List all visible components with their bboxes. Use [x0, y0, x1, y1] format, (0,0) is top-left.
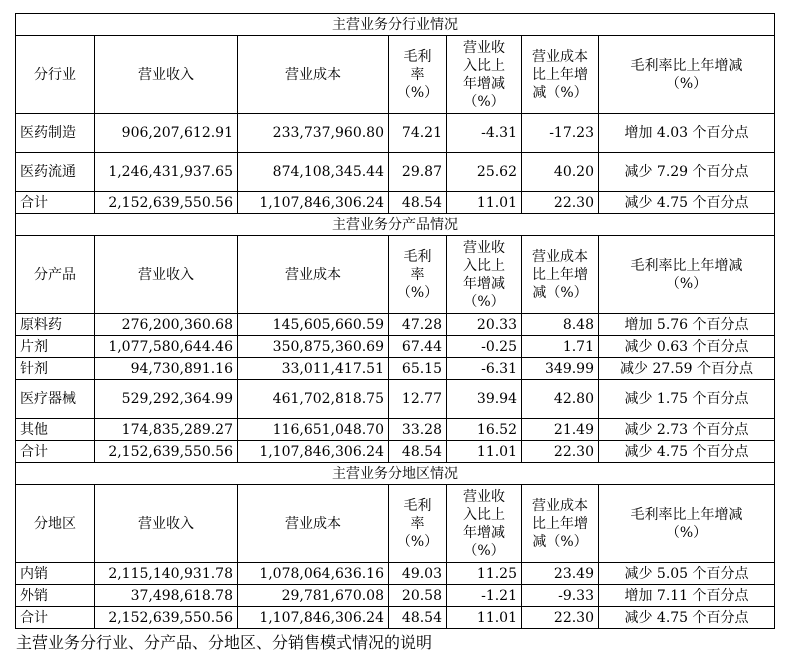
- header-dimension: 分产品: [16, 236, 95, 314]
- header-line: （%）: [463, 293, 505, 310]
- table-row: [16, 607, 775, 629]
- header-revenue-change-text: [463, 39, 505, 111]
- cost-change-cell: 22.30: [522, 441, 599, 463]
- margin-change-cell: 增加 7.11 个百分点: [599, 585, 775, 607]
- revenue-change-cell: 11.25: [447, 563, 522, 585]
- row-label: 合计: [16, 607, 95, 629]
- header-line: 入比上: [463, 506, 505, 523]
- cost-change-cell: 22.30: [522, 192, 599, 214]
- section-title-row: [16, 214, 775, 236]
- header-line: 率: [410, 266, 425, 283]
- section-title: 主营业务分产品情况: [16, 214, 775, 236]
- header-line: 营业收: [463, 239, 505, 256]
- header-cost-change-text: [532, 248, 588, 302]
- header-cost-change: [522, 36, 599, 114]
- margin-cell: 47.28: [389, 314, 447, 336]
- margin-cell: 29.87: [389, 153, 447, 192]
- revenue-cell: 174,835,289.27: [95, 419, 238, 441]
- margin-change-cell: 增加 4.03 个百分点: [599, 114, 775, 153]
- header-cost: 营业成本: [238, 236, 389, 314]
- header-cost: 营业成本: [238, 485, 389, 563]
- header-line: 毛利率比上年增减: [630, 506, 743, 523]
- header-dimension: 分地区: [16, 485, 95, 563]
- header-revenue: 营业收入: [95, 36, 238, 114]
- header-dimension: 分行业: [16, 36, 95, 114]
- header-cost-change-text: [532, 497, 588, 551]
- header-line: 营业成本: [532, 497, 588, 514]
- header-margin-change: [599, 236, 775, 314]
- revenue-cell: 94,730,891.16: [95, 358, 238, 380]
- row-label: 原料药: [16, 314, 95, 336]
- header-margin: [389, 485, 447, 563]
- revenue-change-cell: 16.52: [447, 419, 522, 441]
- cost-change-cell: 40.20: [522, 153, 599, 192]
- cost-change-cell: -9.33: [522, 585, 599, 607]
- row-label: 外销: [16, 585, 95, 607]
- revenue-cell: 906,207,612.91: [95, 114, 238, 153]
- row-label: 其他: [16, 419, 95, 441]
- cost-cell: 33,011,417.51: [238, 358, 389, 380]
- header-cost-change-text: [532, 48, 588, 102]
- revenue-change-cell: -4.31: [447, 114, 522, 153]
- cost-cell: 29,781,670.08: [238, 585, 389, 607]
- cost-cell: 116,651,048.70: [238, 419, 389, 441]
- header-line: （%）: [463, 93, 505, 110]
- margin-cell: 67.44: [389, 336, 447, 358]
- header-line: 入比上: [463, 57, 505, 74]
- cost-change-cell: 349.99: [522, 358, 599, 380]
- header-margin-text: [397, 497, 438, 551]
- margin-cell: 48.54: [389, 192, 447, 214]
- row-label: 针剂: [16, 358, 95, 380]
- header-line: 年增减: [463, 75, 505, 92]
- explanation-caption: 主营业务分行业、分产品、分地区、分销售模式情况的说明: [16, 633, 433, 652]
- revenue-cell: 2,115,140,931.78: [95, 563, 238, 585]
- section-title: 主营业务分地区情况: [16, 463, 775, 485]
- header-line: 毛利率比上年增减: [630, 257, 743, 274]
- header-margin-text: [397, 48, 438, 102]
- margin-change-cell: 减少 5.05 个百分点: [599, 563, 775, 585]
- revenue-change-cell: 11.01: [447, 607, 522, 629]
- header-margin-change-text: [631, 257, 743, 293]
- header-line: 率: [410, 515, 425, 532]
- revenue-change-cell: -6.31: [447, 358, 522, 380]
- cost-change-cell: 8.48: [522, 314, 599, 336]
- table-row: [16, 441, 775, 463]
- revenue-change-cell: 25.62: [447, 153, 522, 192]
- margin-change-cell: 减少 0.63 个百分点: [599, 336, 775, 358]
- table-row: [16, 380, 775, 419]
- header-line: 比上年增: [532, 266, 588, 283]
- cost-change-cell: 22.30: [522, 607, 599, 629]
- cost-cell: 1,107,846,306.24: [238, 441, 389, 463]
- header-line: （%）: [665, 275, 708, 292]
- revenue-change-cell: 11.01: [447, 441, 522, 463]
- header-line: 率: [410, 66, 425, 83]
- revenue-cell: 2,152,639,550.56: [95, 441, 238, 463]
- header-line: 年增减: [463, 275, 505, 292]
- revenue-change-cell: 39.94: [447, 380, 522, 419]
- cost-cell: 145,605,660.59: [238, 314, 389, 336]
- header-margin-change: [599, 485, 775, 563]
- margin-change-cell: 减少 1.75 个百分点: [599, 380, 775, 419]
- margin-cell: 33.28: [389, 419, 447, 441]
- row-label: 合计: [16, 192, 95, 214]
- table-row: [16, 585, 775, 607]
- cost-cell: 1,107,846,306.24: [238, 192, 389, 214]
- header-revenue-change: [447, 36, 522, 114]
- header-margin-change-text: [631, 57, 743, 93]
- column-header-row: [16, 236, 775, 314]
- header-margin-change-text: [631, 506, 743, 542]
- business-segment-table: [15, 13, 775, 629]
- header-line: 营业成本: [532, 48, 588, 65]
- header-line: 比上年增: [532, 66, 588, 83]
- cost-change-cell: 21.49: [522, 419, 599, 441]
- header-line: 毛利: [403, 248, 432, 265]
- column-header-row: [16, 485, 775, 563]
- header-line: 毛利: [403, 497, 432, 514]
- table-row: [16, 358, 775, 380]
- header-line: 比上年增: [532, 515, 588, 532]
- table-row: [16, 192, 775, 214]
- header-line: （%）: [396, 533, 439, 550]
- header-line: 营业收: [463, 39, 505, 56]
- margin-cell: 20.58: [389, 585, 447, 607]
- revenue-cell: 37,498,618.78: [95, 585, 238, 607]
- margin-change-cell: 减少 2.73 个百分点: [599, 419, 775, 441]
- revenue-cell: 2,152,639,550.56: [95, 607, 238, 629]
- header-line: （%）: [463, 542, 505, 559]
- table-row: [16, 314, 775, 336]
- table-row: [16, 419, 775, 441]
- header-line: 减（%）: [532, 84, 588, 101]
- cost-cell: 874,108,345.44: [238, 153, 389, 192]
- cost-cell: 1,107,846,306.24: [238, 607, 389, 629]
- header-line: （%）: [665, 75, 708, 92]
- header-line: 减（%）: [532, 533, 588, 550]
- row-label: 内销: [16, 563, 95, 585]
- header-margin-change: [599, 36, 775, 114]
- margin-cell: 48.54: [389, 607, 447, 629]
- header-cost: 营业成本: [238, 36, 389, 114]
- header-line: 营业成本: [532, 248, 588, 265]
- cost-cell: 233,737,960.80: [238, 114, 389, 153]
- table-row: [16, 336, 775, 358]
- section-title-row: [16, 463, 775, 485]
- margin-cell: 12.77: [389, 380, 447, 419]
- revenue-change-cell: 20.33: [447, 314, 522, 336]
- revenue-cell: 1,077,580,644.46: [95, 336, 238, 358]
- revenue-change-cell: -1.21: [447, 585, 522, 607]
- margin-change-cell: 减少 27.59 个百分点: [599, 358, 775, 380]
- revenue-cell: 1,246,431,937.65: [95, 153, 238, 192]
- margin-change-cell: 减少 4.75 个百分点: [599, 441, 775, 463]
- section-title: 主营业务分行业情况: [16, 14, 775, 36]
- cost-cell: 350,875,360.69: [238, 336, 389, 358]
- cost-cell: 1,078,064,636.16: [238, 563, 389, 585]
- margin-cell: 65.15: [389, 358, 447, 380]
- margin-change-cell: 增加 5.76 个百分点: [599, 314, 775, 336]
- row-label: 片剂: [16, 336, 95, 358]
- header-line: 减（%）: [532, 284, 588, 301]
- margin-cell: 49.03: [389, 563, 447, 585]
- header-line: （%）: [396, 84, 439, 101]
- section-title-row: [16, 14, 775, 36]
- header-cost-change: [522, 485, 599, 563]
- row-label: 医药流通: [16, 153, 95, 192]
- margin-change-cell: 减少 4.75 个百分点: [599, 192, 775, 214]
- header-revenue-change-text: [463, 239, 505, 311]
- cost-change-cell: -17.23: [522, 114, 599, 153]
- column-header-row: [16, 36, 775, 114]
- header-line: 毛利: [403, 48, 432, 65]
- header-line: （%）: [665, 524, 708, 541]
- header-cost-change: [522, 236, 599, 314]
- header-revenue-change: [447, 485, 522, 563]
- row-label: 合计: [16, 441, 95, 463]
- margin-change-cell: 减少 7.29 个百分点: [599, 153, 775, 192]
- revenue-cell: 276,200,360.68: [95, 314, 238, 336]
- margin-change-cell: 减少 4.75 个百分点: [599, 607, 775, 629]
- header-margin: [389, 36, 447, 114]
- header-revenue: 营业收入: [95, 236, 238, 314]
- header-line: 年增减: [463, 524, 505, 541]
- header-line: （%）: [396, 284, 439, 301]
- margin-cell: 48.54: [389, 441, 447, 463]
- table-row: [16, 114, 775, 153]
- margin-cell: 74.21: [389, 114, 447, 153]
- table-row: [16, 153, 775, 192]
- cost-change-cell: 42.80: [522, 380, 599, 419]
- cost-cell: 461,702,818.75: [238, 380, 389, 419]
- row-label: 医疗器械: [16, 380, 95, 419]
- header-line: 营业收: [463, 488, 505, 505]
- header-margin: [389, 236, 447, 314]
- cost-change-cell: 23.49: [522, 563, 599, 585]
- header-revenue: 营业收入: [95, 485, 238, 563]
- row-label: 医药制造: [16, 114, 95, 153]
- header-revenue-change-text: [463, 488, 505, 560]
- revenue-cell: 2,152,639,550.56: [95, 192, 238, 214]
- revenue-change-cell: -0.25: [447, 336, 522, 358]
- cost-change-cell: 1.71: [522, 336, 599, 358]
- header-revenue-change: [447, 236, 522, 314]
- revenue-cell: 529,292,364.99: [95, 380, 238, 419]
- header-line: 入比上: [463, 257, 505, 274]
- revenue-change-cell: 11.01: [447, 192, 522, 214]
- header-margin-text: [397, 248, 438, 302]
- table-row: [16, 563, 775, 585]
- header-line: 毛利率比上年增减: [630, 57, 743, 74]
